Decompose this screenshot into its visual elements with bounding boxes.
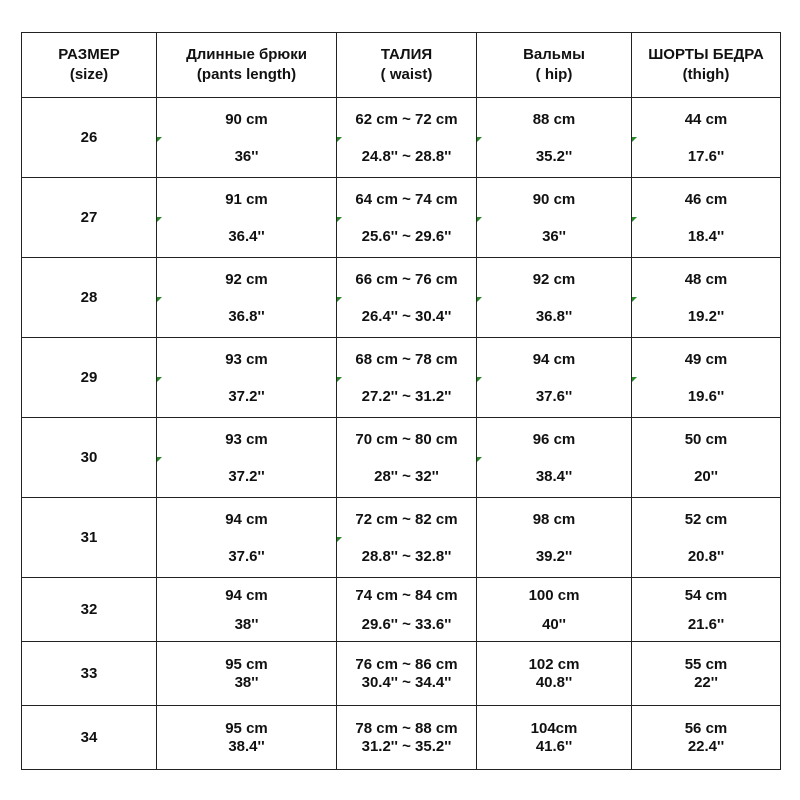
thigh-inch-value: 21.6'' <box>687 615 725 633</box>
hip-inch-value: 36'' <box>542 227 566 245</box>
waist-cm-value: 64 cm ~ 74 cm <box>355 190 458 208</box>
waist-inch-value: 31.2'' ~ 35.2'' <box>361 737 452 755</box>
hip-cell <box>477 258 632 338</box>
thigh-cell <box>632 498 781 578</box>
thigh-inch-value: 19.6'' <box>687 387 725 405</box>
hip-inch-value: 41.6'' <box>535 737 573 755</box>
cell-corner-marker <box>632 297 637 302</box>
length-cell <box>157 498 337 578</box>
thigh-inch-value: 18.4'' <box>687 227 725 245</box>
waist-inch-value: 30.4'' ~ 34.4'' <box>361 673 452 691</box>
waist-cm-value: 68 cm ~ 78 cm <box>355 350 458 368</box>
hip-cm-value: 88 cm <box>532 110 576 128</box>
waist-cm-value: 62 cm ~ 72 cm <box>355 110 458 128</box>
hip-cell <box>477 578 632 642</box>
waist-cm-value: 78 cm ~ 88 cm <box>355 719 458 737</box>
waist-cell <box>337 498 477 578</box>
thigh-cell <box>632 706 781 770</box>
hip-cm-value: 92 cm <box>532 270 576 288</box>
header-pants-length <box>157 33 337 98</box>
waist-inch-value: 28'' ~ 32'' <box>374 467 439 485</box>
cell-corner-marker <box>337 377 342 382</box>
table-row <box>22 178 781 258</box>
waist-cell <box>337 178 477 258</box>
header-row <box>22 33 781 98</box>
hip-cm-value: 90 cm <box>532 190 576 208</box>
hip-cell <box>477 98 632 178</box>
cell-corner-marker <box>157 137 162 142</box>
length-cm-value: 95 cm <box>225 655 268 673</box>
waist-inch-value: 25.6'' ~ 29.6'' <box>361 227 452 245</box>
length-inch-value: 37.2'' <box>228 387 265 405</box>
waist-cell <box>337 418 477 498</box>
thigh-cell <box>632 578 781 642</box>
table-row <box>22 498 781 578</box>
waist-inch-value: 24.8'' ~ 28.8'' <box>361 147 452 165</box>
header-waist-subtitle: ( waist) <box>380 66 433 83</box>
length-cm-value: 92 cm <box>225 270 268 288</box>
thigh-inch-value: 22.4'' <box>687 737 725 755</box>
hip-cell <box>477 418 632 498</box>
table-row <box>22 98 781 178</box>
length-cell <box>157 338 337 418</box>
table-row <box>22 642 781 706</box>
waist-cm-value: 76 cm ~ 86 cm <box>355 655 458 673</box>
thigh-inch-value: 19.2'' <box>687 307 725 325</box>
hip-cell <box>477 498 632 578</box>
length-cell <box>157 706 337 770</box>
thigh-inch-value: 22'' <box>694 673 718 691</box>
length-cell <box>157 578 337 642</box>
cell-corner-marker <box>632 137 637 142</box>
header-size-title: РАЗМЕР <box>58 46 120 63</box>
length-cell <box>157 178 337 258</box>
length-inch-value: 38.4'' <box>228 737 265 755</box>
hip-cm-value: 98 cm <box>532 510 576 528</box>
thigh-cm-value: 55 cm <box>684 655 728 673</box>
thigh-cm-value: 54 cm <box>684 586 728 604</box>
cell-corner-marker <box>632 377 637 382</box>
header-size-subtitle: (size) <box>69 66 109 83</box>
waist-cell <box>337 642 477 706</box>
thigh-cm-value: 48 cm <box>684 270 728 288</box>
cell-corner-marker <box>157 377 162 382</box>
size-cell: 33 <box>22 642 157 706</box>
header-hip-subtitle: ( hip) <box>535 66 573 83</box>
hip-inch-value: 40.8'' <box>535 673 573 691</box>
table-row <box>22 706 781 770</box>
cell-corner-marker <box>632 217 637 222</box>
waist-inch-value: 27.2'' ~ 31.2'' <box>361 387 452 405</box>
waist-cell <box>337 258 477 338</box>
length-cm-value: 95 cm <box>225 719 268 737</box>
cell-corner-marker <box>477 137 482 142</box>
header-thigh <box>632 33 781 98</box>
header-pants-length-title: Длинные брюки <box>186 46 307 63</box>
hip-cm-value: 96 cm <box>532 430 576 448</box>
waist-cell <box>337 98 477 178</box>
thigh-cm-value: 50 cm <box>684 430 728 448</box>
hip-inch-value: 38.4'' <box>535 467 573 485</box>
thigh-cell <box>632 338 781 418</box>
length-cell <box>157 98 337 178</box>
table-row <box>22 258 781 338</box>
size-cell: 32 <box>22 578 157 642</box>
length-inch-value: 38'' <box>234 615 259 633</box>
cell-corner-marker <box>157 217 162 222</box>
thigh-cell <box>632 98 781 178</box>
waist-inch-value: 26.4'' ~ 30.4'' <box>361 307 452 325</box>
length-cell <box>157 418 337 498</box>
hip-cell <box>477 178 632 258</box>
cell-corner-marker <box>157 297 162 302</box>
header-pants-length-subtitle: (pants length) <box>196 66 297 83</box>
header-size <box>22 33 157 98</box>
cell-corner-marker <box>477 217 482 222</box>
thigh-cell <box>632 178 781 258</box>
size-cell: 28 <box>22 258 157 338</box>
hip-inch-value: 37.6'' <box>535 387 573 405</box>
hip-inch-value: 40'' <box>542 615 566 633</box>
waist-cm-value: 72 cm ~ 82 cm <box>355 510 458 528</box>
size-cell: 27 <box>22 178 157 258</box>
hip-cm-value: 100 cm <box>528 586 580 604</box>
hip-cm-value: 104cm <box>530 719 578 737</box>
thigh-cell <box>632 418 781 498</box>
thigh-inch-value: 20'' <box>694 467 718 485</box>
waist-cell <box>337 338 477 418</box>
table-row <box>22 338 781 418</box>
size-cell: 34 <box>22 706 157 770</box>
length-cm-value: 94 cm <box>225 510 268 528</box>
waist-cm-value: 70 cm ~ 80 cm <box>355 430 458 448</box>
waist-cell <box>337 706 477 770</box>
waist-inch-value: 28.8'' ~ 32.8'' <box>361 547 452 565</box>
thigh-cm-value: 56 cm <box>684 719 728 737</box>
cell-corner-marker <box>337 137 342 142</box>
waist-cm-value: 74 cm ~ 84 cm <box>355 586 458 604</box>
size-chart-table <box>21 32 781 770</box>
length-cm-value: 91 cm <box>225 190 268 208</box>
cell-corner-marker <box>157 457 162 462</box>
length-cell <box>157 642 337 706</box>
thigh-cm-value: 52 cm <box>684 510 728 528</box>
thigh-cm-value: 49 cm <box>684 350 728 368</box>
hip-cm-value: 102 cm <box>528 655 580 673</box>
length-cm-value: 90 cm <box>225 110 268 128</box>
size-cell: 31 <box>22 498 157 578</box>
thigh-inch-value: 20.8'' <box>687 547 725 565</box>
header-waist-title: ТАЛИЯ <box>380 46 433 63</box>
length-inch-value: 36.4'' <box>228 227 265 245</box>
thigh-cell <box>632 642 781 706</box>
cell-corner-marker <box>337 297 342 302</box>
length-cm-value: 93 cm <box>225 350 268 368</box>
size-cell: 29 <box>22 338 157 418</box>
hip-inch-value: 35.2'' <box>535 147 573 165</box>
hip-cm-value: 94 cm <box>532 350 576 368</box>
length-inch-value: 36.8'' <box>228 307 265 325</box>
thigh-inch-value: 17.6'' <box>687 147 725 165</box>
length-inch-value: 38'' <box>234 673 259 691</box>
hip-inch-value: 39.2'' <box>535 547 573 565</box>
cell-corner-marker <box>477 297 482 302</box>
table-body <box>22 98 781 770</box>
header-thigh-title: ШОРТЫ БЕДРА <box>648 46 764 63</box>
cell-corner-marker <box>337 217 342 222</box>
header-hip-title: Вальмы <box>523 46 585 63</box>
length-cm-value: 94 cm <box>225 586 268 604</box>
thigh-cell <box>632 258 781 338</box>
thigh-cm-value: 44 cm <box>684 110 728 128</box>
header-thigh-subtitle: (thigh) <box>682 66 730 83</box>
hip-cell <box>477 706 632 770</box>
hip-cell <box>477 642 632 706</box>
length-inch-value: 37.2'' <box>228 467 265 485</box>
hip-inch-value: 36.8'' <box>535 307 573 325</box>
length-inch-value: 36'' <box>234 147 259 165</box>
cell-corner-marker <box>477 377 482 382</box>
header-hip <box>477 33 632 98</box>
length-cm-value: 93 cm <box>225 430 268 448</box>
waist-cm-value: 66 cm ~ 76 cm <box>355 270 458 288</box>
table-row <box>22 578 781 642</box>
size-cell: 26 <box>22 98 157 178</box>
length-inch-value: 37.6'' <box>228 547 265 565</box>
header-waist <box>337 33 477 98</box>
size-cell: 30 <box>22 418 157 498</box>
waist-cell <box>337 578 477 642</box>
thigh-cm-value: 46 cm <box>684 190 728 208</box>
cell-corner-marker <box>337 537 342 542</box>
cell-corner-marker <box>477 457 482 462</box>
table-row <box>22 418 781 498</box>
waist-inch-value: 29.6'' ~ 33.6'' <box>361 615 452 633</box>
length-cell <box>157 258 337 338</box>
hip-cell <box>477 338 632 418</box>
